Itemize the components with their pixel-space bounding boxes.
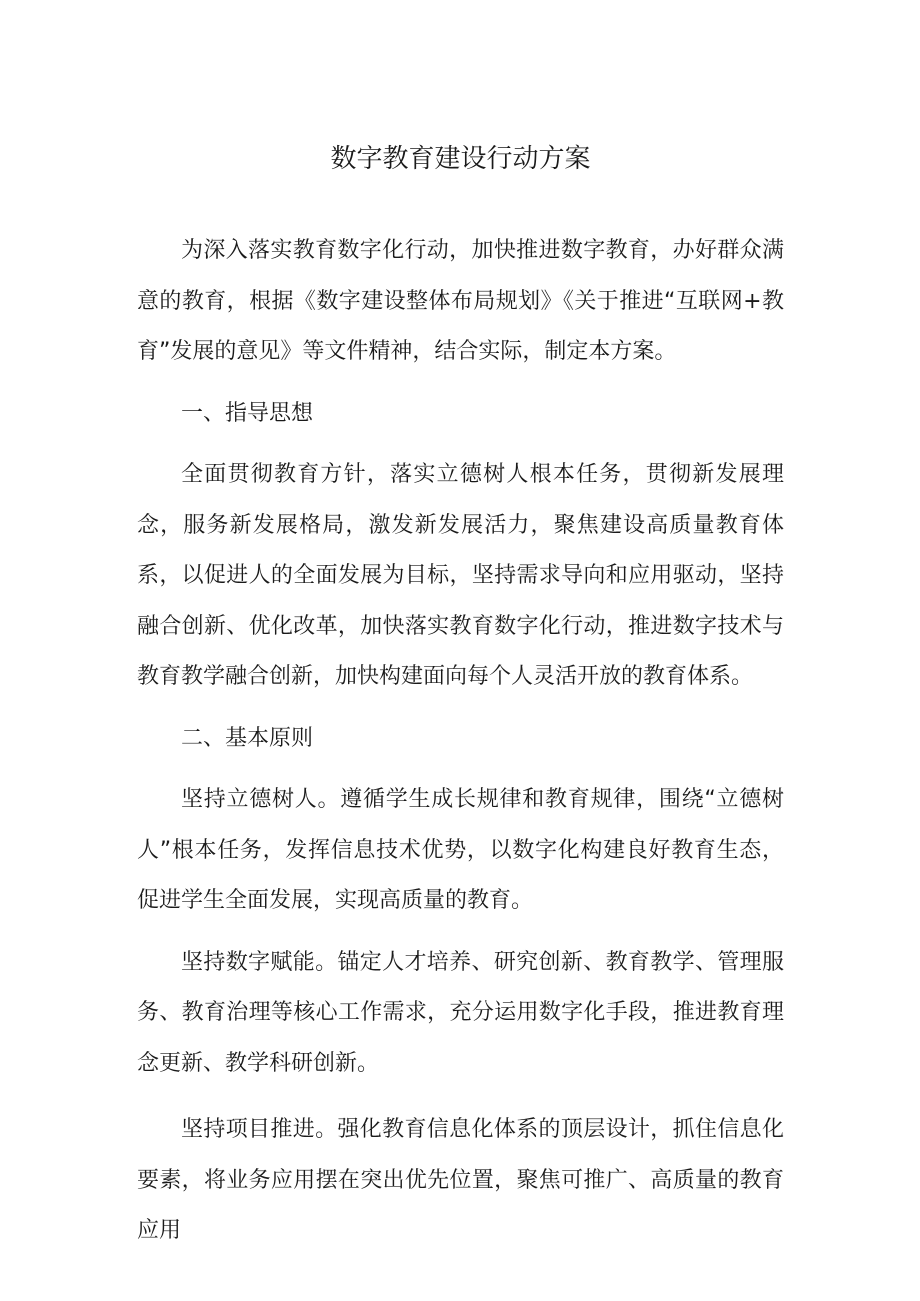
paragraph-principle-project: 坚持项目推进。强化教育信息化体系的顶层设计，抓住信息化要素，将业务应用摆在突出优先位置，聚焦可推广、高质量的教育应用 [137, 1117, 784, 1243]
heading-guiding-ideology: 一、指导思想 [181, 400, 314, 426]
paragraph-principle-digital: 坚持数字赋能。锚定人才培养、研究创新、教育教学、管理服务、教育治理等核心工作需求，充分运用数字化手段，推进教育理念更新、教学科研创新。 [137, 949, 784, 1076]
heading-basic-principles: 二、基本原则 [181, 725, 314, 751]
paragraph-intro: 为深入落实教育数字化行动，加快推进数字教育，办好群众满意的教育，根据《数字建设整体布局规划》《关于推进“互联网+教育”发展的意见》等文件精神，结合实际，制定本方案。 [137, 238, 784, 364]
paragraph-principle-moral: 坚持立德树人。遵循学生成长规律和教育规律，围绕“立德树人”根本任务，发挥信息技术优势，以数字化构建良好教育生态，促进学生全面发展，实现高质量的教育。 [137, 787, 784, 913]
document-title: 数字教育建设行动方案 [330, 144, 591, 174]
paragraph-guiding-ideology: 全面贯彻教育方针，落实立德树人根本任务，贯彻新发展理念，服务新发展格局，激发新发展活力，聚焦建设高质量教育体系，以促进人的全面发展为目标，坚持需求导向和应用驱动，坚持融合创新、优化改革，加快落实教育数字化行动，推进数字技术与教育教学融合创新，加快构建面向每个人灵活开放的教育体系。 [137, 462, 784, 689]
document-body [137, 226, 784, 1257]
